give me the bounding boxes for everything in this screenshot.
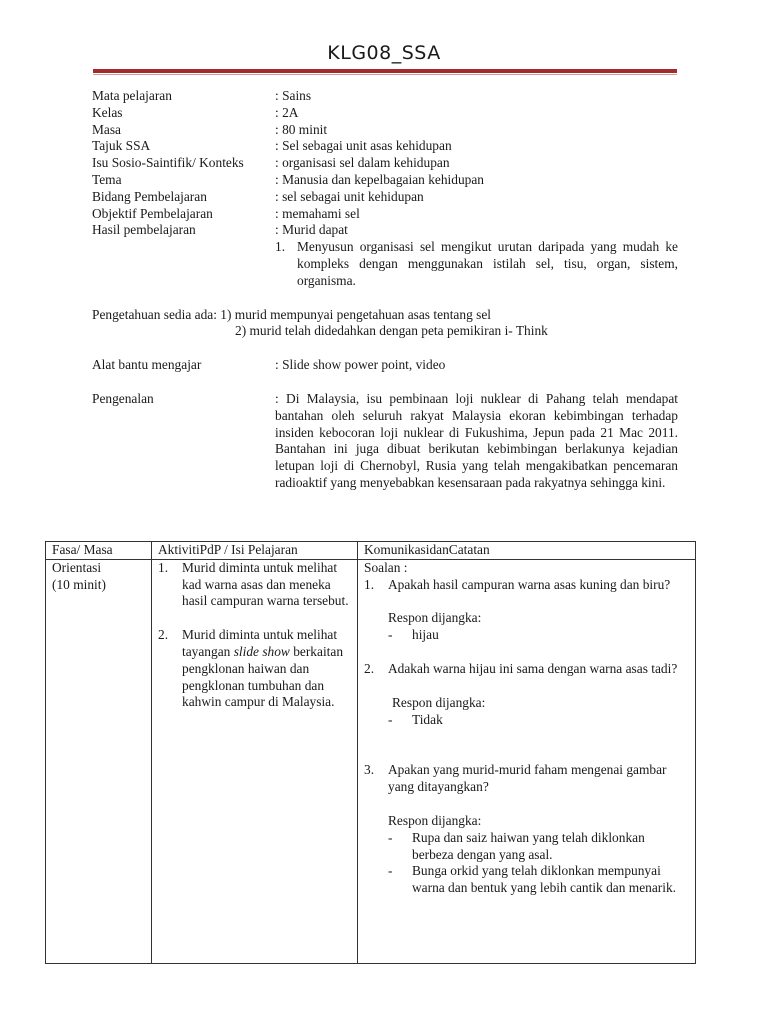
info-row-objective: Objektif Pembelajaran : memahami sel — [92, 205, 360, 221]
questions-heading: Soalan : — [364, 559, 408, 575]
info-row-theme: Tema : Manusia dan kepelbagaian kehidupan — [92, 171, 484, 187]
expected-answer: - Bunga orkid yang telah diklonkan mempunyai warna dan bentuk yang lebih cantik dan menarik. — [388, 863, 677, 896]
expected-answer: - Rupa dan saiz haiwan yang telah diklonkan berbeza dengan yang asal. — [388, 829, 645, 862]
question-item: 1. Apakah hasil campuran warna asas kuning dan biru? — [364, 576, 671, 592]
prior-knowledge-line-1: Pengetahuan sedia ada: 1) murid mempunyai pengetahuan asas tentang sel — [92, 306, 491, 322]
activity-cell — [152, 559, 358, 963]
question-item: 2. Adakah warna hijau ini sama dengan warna asas tadi? — [364, 660, 678, 676]
table-header-row — [46, 542, 696, 560]
phase-duration: (10 minit) — [52, 576, 106, 592]
phase-name: Orientasi — [52, 559, 102, 575]
document-title: KLG08_SSA — [327, 42, 441, 64]
header-communication: KomunikasidanCatatan — [358, 542, 696, 560]
activity-item: 2. Murid diminta untuk melihat tayangan slide show berkaitan pengklonan haiwan dan pengklonan tumbuhan dan kahwin campur di Malaysia. — [158, 627, 344, 710]
question-item: 3. Apakan yang murid-murid faham mengenai gambar yang ditayangkan? — [364, 762, 667, 795]
info-row-time: Masa : 80 minit — [92, 121, 328, 137]
outcome-list — [275, 239, 678, 289]
expected-answer: - Tidak — [388, 711, 443, 727]
prior-knowledge-line-2: 2) murid telah didedahkan dengan peta pemikiran i- Think — [235, 323, 548, 339]
introduction: Pengenalan : Di Malaysia, isu pembinaan loji nuklear di Pahang telah mendapat bantahan oleh seluruh rakyat Malaysia ekoran kebimbingan terhadap insiden kebocoran loji nuklear di Fukushima, Jepun pada 21 Mac 2011. Bantahan ini juga dibuat berikutan kebimbingan berlakunya kejadian letupan loji di Chernobyl, Rusia yang telah mengakibatkan pencemaran radioaktif yang menyebabkan kesensaraan pada rakyatnya sehingga kini. — [92, 390, 678, 490]
expected-response-label: Respon dijangka: — [388, 610, 482, 626]
header-phase: Fasa/ Masa — [46, 542, 152, 560]
slide-show-term: slide show — [233, 643, 290, 659]
title-rule — [93, 69, 677, 73]
phase-cell — [46, 559, 152, 963]
info-row-field: Bidang Pembelajaran : sel sebagai unit kehidupan — [92, 188, 424, 204]
activity-item: 1. Murid diminta untuk melihat kad warna asas dan meneka hasil campuran warna tersebut. — [158, 559, 349, 609]
info-row-issue: Isu Sosio-Saintifik/ Konteks : organisasi sel dalam kehidupan — [92, 155, 450, 171]
communication-cell — [358, 559, 696, 963]
lesson-activity-table — [45, 541, 696, 964]
info-row-class: Kelas : 2A — [92, 104, 299, 120]
outcome-item: 1. Menyusun organisasi sel mengikut urutan daripada yang mudah ke kompleks dengan menggunakan istilah sel, tisu, organ, sistem, organisma. — [275, 239, 678, 288]
info-row-topic: Tajuk SSA : Sel sebagai unit asas kehidupan — [92, 138, 452, 154]
info-row-subject: Mata pelajaran : Sains — [92, 88, 312, 103]
lesson-info — [92, 88, 678, 492]
expected-answer: - hijau — [388, 627, 439, 643]
expected-response-label: Respon dijangka: — [388, 812, 482, 828]
title-rule-thin — [93, 74, 677, 75]
expected-response-label: Respon dijangka: — [392, 694, 486, 710]
introduction-text: : Di Malaysia, isu pembinaan loji nuklear di Pahang telah mendapat bantahan oleh seluruh rakyat Malaysia ekoran kebimbingan terhadap insiden kebocoran loji nuklear di Fukushima, Jepun pada 21 Mac 2011. Bantahan ini juga dibuat berikutan kebimbingan berlakunya kejadian letupan loji di Chernobyl, Rusia yang telah mengakibatkan pencemaran radioaktif yang menyebabkan kesensaraan pada rakyatnya sehingga kini. — [275, 390, 678, 490]
header-activity: AktivitiPdP / Isi Pelajaran — [152, 542, 358, 560]
table-row — [46, 559, 696, 963]
teaching-aids: Alat bantu mengajar : Slide show power point, video — [92, 357, 446, 373]
info-row-outcome: Hasil pembelajaran : Murid dapat — [92, 222, 348, 238]
